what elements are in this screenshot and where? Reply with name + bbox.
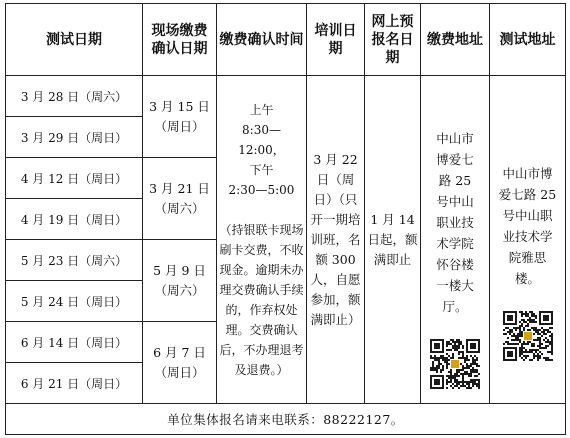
test-address-text: 中山市博爱七路 25 号中山职业技术学院雅思楼。 — [498, 165, 557, 286]
test-date-cell: 6 月 14 日（周日） — [6, 322, 143, 363]
header-test-address: 测试地址 — [490, 4, 566, 76]
test-date-cell: 6 月 21 日（周日） — [6, 363, 143, 404]
training-date-cell: 3 月 22 日（周日）（只开一期培训班，名额 300 人，自愿参加，额满即止） — [307, 76, 365, 404]
header-confirm-date: 现场缴费确认日期 — [143, 4, 217, 76]
qr-code-icon — [503, 311, 553, 361]
fee-address-text: 中山市博爱七路 25 号中山职业技术学院怀谷楼一楼大厅。 — [436, 131, 474, 314]
test-date-cell: 5 月 23 日（周六） — [6, 240, 143, 281]
prereg-date-cell: 1 月 14 日起，额满即止 — [365, 76, 421, 404]
header-test-date: 测试日期 — [6, 4, 143, 76]
test-date-cell: 4 月 19 日（周日） — [6, 199, 143, 240]
header-prereg-date: 网上预报名日期 — [365, 4, 421, 76]
schedule-table — [5, 3, 566, 435]
schedule-sheet — [5, 3, 565, 435]
test-date-cell: 4 月 12 日（周日） — [6, 158, 143, 199]
fee-address-cell — [421, 76, 490, 404]
table-row — [6, 76, 566, 117]
header-row — [6, 4, 566, 76]
confirm-date-cell: 3 月 15 日（周日） — [143, 76, 217, 158]
test-date-cell: 3 月 29 日（周日） — [6, 117, 143, 158]
header-confirm-time: 缴费确认时间 — [217, 4, 307, 76]
footer-row — [6, 404, 566, 435]
footer-note: 单位集体报名请来电联系：88222127。 — [6, 404, 566, 435]
confirm-date-cell: 5 月 9 日（周六） — [143, 240, 217, 322]
confirm-date-cell: 3 月 21 日（周六） — [143, 158, 217, 240]
confirm-time-cell: 上午 8:30—12:00， 下午 2:30—5:00 （持银联卡现场刷卡交费，不收现金。逾期未办理交费确认手续的，作弃权处理。交费确认后，不办理退考及退费。） — [217, 76, 307, 404]
test-date-cell: 5 月 24 日（周日） — [6, 281, 143, 322]
test-address-cell — [490, 76, 566, 404]
qr-code-icon — [430, 339, 480, 389]
test-date-cell: 3 月 28 日（周六） — [6, 76, 143, 117]
header-fee-address: 缴费地址 — [421, 4, 490, 76]
header-training-date: 培训日期 — [307, 4, 365, 76]
confirm-date-cell: 6 月 7 日（周日） — [143, 322, 217, 404]
